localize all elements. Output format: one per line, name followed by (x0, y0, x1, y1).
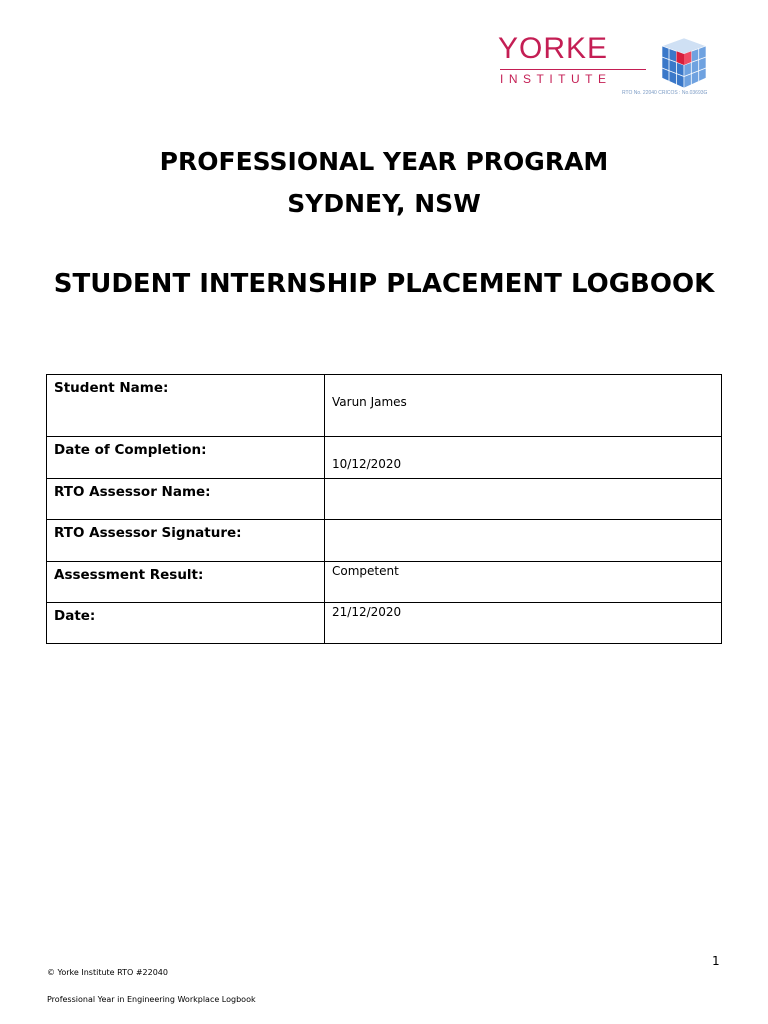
program-title: PROFESSIONAL YEAR PROGRAM (159, 147, 609, 176)
logo-rule (500, 69, 646, 70)
student-details-table (46, 374, 722, 644)
logbook-title: STUDENT INTERNSHIP PLACEMENT LOGBOOK (53, 269, 715, 299)
row-value: Varun James (332, 395, 407, 409)
table-row (47, 437, 722, 479)
row-label: Student Name: (47, 375, 325, 437)
row-label: Assessment Result: (47, 562, 325, 603)
assessor-name-field[interactable] (325, 479, 722, 520)
row-label: RTO Assessor Name: (47, 479, 325, 520)
location-title: SYDNEY, NSW (287, 189, 481, 218)
date-field[interactable] (325, 603, 722, 644)
footer-document-title: Professional Year in Engineering Workplace Logbook (47, 995, 256, 1004)
yorke-institute-logo (496, 32, 718, 100)
logo-registration: RTO No. 22040 CRICOS : No.03693G (622, 90, 708, 96)
table-row (47, 479, 722, 520)
assessment-result-field[interactable] (325, 562, 722, 603)
student-name-field[interactable] (325, 375, 722, 437)
table-row (47, 603, 722, 644)
row-value: 10/12/2020 (332, 457, 402, 471)
row-value: 21/12/2020 (332, 605, 402, 619)
logo-wordmark: YORKE (498, 32, 609, 65)
footer-copyright: © Yorke Institute RTO #22040 (47, 968, 168, 977)
table-row (47, 375, 722, 437)
cube-logo-icon (654, 34, 710, 90)
logo-subword: INSTITUTE (500, 72, 612, 86)
table-row (47, 562, 722, 603)
table-row (47, 520, 722, 562)
row-label: Date of Completion: (47, 437, 325, 479)
assessor-signature-field[interactable] (325, 520, 722, 562)
row-label: RTO Assessor Signature: (47, 520, 325, 562)
row-value: Competent (332, 564, 399, 578)
date-of-completion-field[interactable] (325, 437, 722, 479)
row-label: Date: (47, 603, 325, 644)
page-number: 1 (712, 954, 720, 968)
